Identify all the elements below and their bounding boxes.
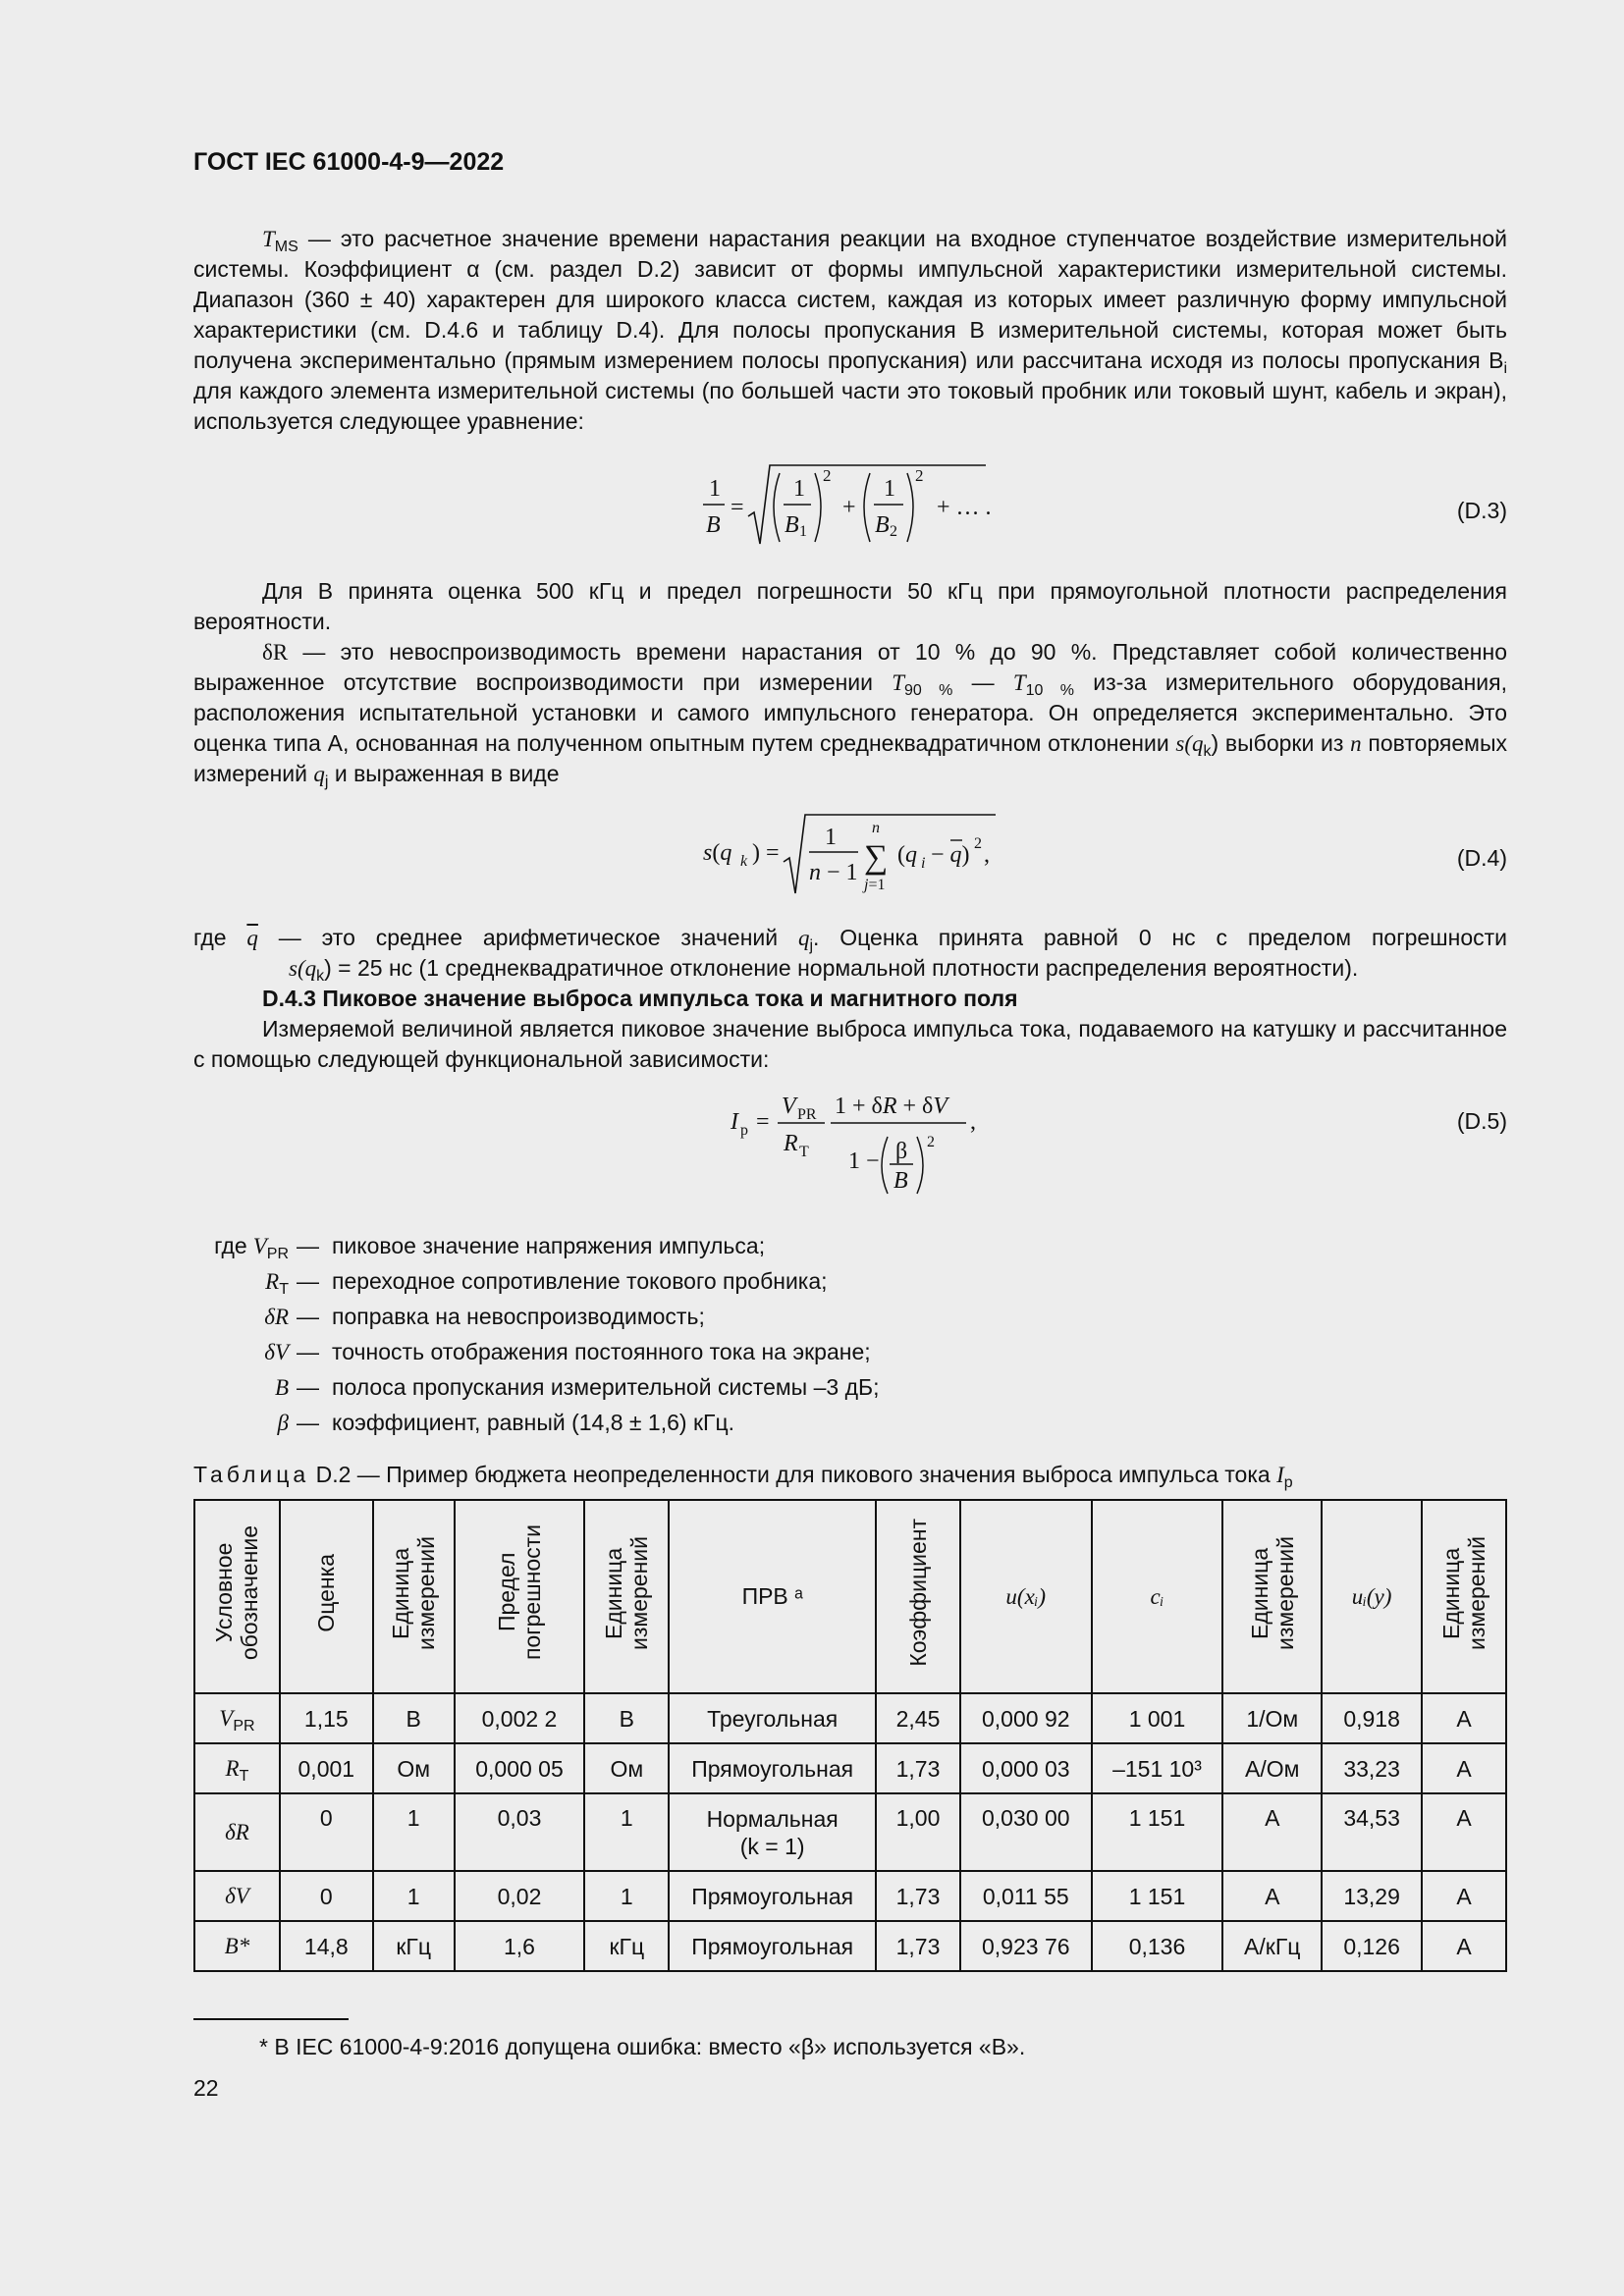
symbol-sub: p xyxy=(1283,1474,1293,1491)
header-label: Единица измерений xyxy=(1438,1535,1489,1650)
table-row xyxy=(194,1871,1506,1921)
table-cell-symbol xyxy=(194,1743,280,1793)
table-header-cell xyxy=(1422,1500,1506,1693)
table-cell: А xyxy=(1422,1793,1506,1871)
svg-text:− q): − q) xyxy=(931,842,970,868)
svg-text:PR: PR xyxy=(797,1106,817,1123)
table-cell: 1,73 xyxy=(876,1743,960,1793)
svg-text:j=1: j=1 xyxy=(864,877,886,893)
table-body xyxy=(194,1693,1506,1971)
table-cell-symbol xyxy=(194,1921,280,1971)
header-label: Коэффициент xyxy=(904,1519,931,1667)
definition-item xyxy=(193,1334,879,1369)
definition-dash: — xyxy=(297,1409,319,1435)
table-header-cell xyxy=(373,1500,455,1693)
svg-text:1: 1 xyxy=(799,523,807,540)
table-cell: А xyxy=(1422,1871,1506,1921)
table-cell: Прямоугольная xyxy=(669,1871,876,1921)
table-cell: 0 xyxy=(280,1793,373,1871)
symbol-s: s(q xyxy=(1175,731,1204,756)
definition-text: полоса пропускания измерительной системы –3 дБ; xyxy=(332,1373,880,1400)
table-cell: 14,8 xyxy=(280,1921,373,1971)
symbol-delta-r: δR xyxy=(262,640,289,665)
definition-item xyxy=(193,1228,879,1263)
svg-text:β: β xyxy=(895,1139,908,1164)
equation-d4 xyxy=(701,811,1005,909)
symbol: V xyxy=(219,1706,234,1731)
caption-word: Таблица xyxy=(193,1462,310,1487)
paragraph-text: где xyxy=(193,925,247,950)
table-row xyxy=(194,1921,1506,1971)
header-label: ПРВ ᵃ xyxy=(741,1583,803,1609)
definition-symbol xyxy=(193,1337,297,1367)
table-cell: 1/Ом xyxy=(1222,1693,1322,1743)
table-cell-symbol xyxy=(194,1871,280,1921)
table-cell: 1 001 xyxy=(1092,1693,1223,1743)
symbol: δR xyxy=(225,1820,249,1844)
symbol-sub: k xyxy=(1203,743,1212,760)
definition-dash: — xyxy=(297,1303,319,1329)
table-cell: 0,000 03 xyxy=(960,1743,1092,1793)
table-cell: 0,030 00 xyxy=(960,1793,1092,1871)
table-cell: 0,136 xyxy=(1092,1921,1223,1971)
table-cell: 1 151 xyxy=(1092,1793,1223,1871)
svg-text:n: n xyxy=(872,820,880,836)
symbol-sub: T xyxy=(279,1280,289,1298)
paragraph-text: и выраженная в виде xyxy=(328,761,560,786)
svg-text:i: i xyxy=(921,855,926,872)
symbol-t: T xyxy=(262,227,275,251)
svg-text:k: k xyxy=(740,853,748,870)
header-label: Оценка xyxy=(313,1553,340,1632)
table-row xyxy=(194,1793,1506,1871)
table-cell: 1 xyxy=(373,1871,455,1921)
equation-number: (D.5) xyxy=(1456,1108,1507,1134)
svg-text:2: 2 xyxy=(823,466,832,485)
svg-text:∑: ∑ xyxy=(864,839,889,876)
table-cell: А xyxy=(1222,1793,1322,1871)
svg-text:=: = xyxy=(756,1109,770,1135)
paragraph-measurand: Измеряемой величиной является пиковое значение выброса импульса тока, подаваемого на катушку и рассчитанное с помощью следующей функциональной зависимости: xyxy=(193,1016,1507,1072)
equation-d5 xyxy=(727,1084,992,1209)
document-header: ГОСТ IEC 61000-4-9—2022 xyxy=(193,148,505,176)
paragraph-mean xyxy=(193,923,1507,984)
symbol-sub: k xyxy=(316,968,325,985)
table-header-cell xyxy=(1092,1500,1223,1693)
paragraph-delta-r xyxy=(193,637,1507,789)
table-cell: 1 151 xyxy=(1092,1871,1223,1921)
equation-number: (D.3) xyxy=(1456,498,1507,523)
table-cell: Прямоугольная xyxy=(669,1743,876,1793)
definition-text: переходное сопротивление токового пробника; xyxy=(332,1267,828,1294)
table-cell: кГц xyxy=(584,1921,669,1971)
definition-prefix: где xyxy=(214,1232,247,1258)
table-cell: Треугольная xyxy=(669,1693,876,1743)
svg-text:p: p xyxy=(740,1122,748,1139)
symbol-sub: i xyxy=(1503,360,1507,377)
svg-text:1 + δR + δV: 1 + δR + δV xyxy=(835,1094,948,1119)
paragraph-text: . Оценка принята равной 0 нс с пределом погрешности xyxy=(813,925,1507,950)
symbol-q-bar: $\overline{q}$ xyxy=(246,926,258,950)
table-cell: 1,00 xyxy=(876,1793,960,1871)
table-row xyxy=(194,1743,1506,1793)
svg-text:1: 1 xyxy=(825,825,837,850)
symbol-n: n xyxy=(1350,731,1362,756)
header-label: Условное обозначение xyxy=(211,1524,263,1661)
paragraph-tms xyxy=(193,224,1507,437)
table-cell: 1,15 xyxy=(280,1693,373,1743)
table-caption xyxy=(193,1460,1293,1490)
svg-text:1: 1 xyxy=(884,476,895,502)
svg-text:(q: (q xyxy=(897,842,917,868)
table-cell: 1,73 xyxy=(876,1871,960,1921)
table-cell: Ом xyxy=(584,1743,669,1793)
definition-item xyxy=(193,1369,879,1405)
dash: — xyxy=(952,669,1013,695)
symbol-sub: j xyxy=(809,937,814,954)
symbol: R xyxy=(225,1756,240,1781)
definition-text: точность отображения постоянного тока на экране; xyxy=(332,1338,871,1364)
symbol-sub: PR xyxy=(233,1718,255,1735)
caption-text: D.2 — Пример бюджета неопределенности для пикового значения выброса импульса тока xyxy=(315,1462,1277,1487)
definition-text: коэффициент, равный (14,8 ± 1,6) кГц. xyxy=(332,1409,735,1435)
symbol: B* xyxy=(224,1934,250,1958)
equation-d3-graphic xyxy=(701,461,996,552)
table-cell: 33,23 xyxy=(1322,1743,1422,1793)
definition-symbol xyxy=(193,1372,297,1403)
paragraph-text: ) выборки из xyxy=(1211,730,1351,756)
paragraph-text: из-за измерительного оборудования, расположения испытательной установки и самого импульсного генератора. Он определяется экспериментально. Это оценка типа А, основанная на полученном опытным путем среднеквадратичном отклонении xyxy=(193,669,1507,756)
table-cell: 1 xyxy=(373,1793,455,1871)
footnote-rule xyxy=(193,2018,349,2020)
equation-d4-graphic xyxy=(701,811,1005,901)
table-cell: А/кГц xyxy=(1222,1921,1322,1971)
definition-symbol xyxy=(193,1408,297,1438)
table-cell: 0,000 05 xyxy=(455,1743,585,1793)
table-cell: –151 10³ xyxy=(1092,1743,1223,1793)
table-cell: 0,02 xyxy=(455,1871,585,1921)
table-header-cell xyxy=(1322,1500,1422,1693)
table-cell-symbol xyxy=(194,1693,280,1743)
table-cell: А xyxy=(1422,1743,1506,1793)
definition-dash: — xyxy=(297,1267,319,1294)
header-label: Единица измерений xyxy=(1246,1535,1298,1650)
header-label: u(xᵢ) xyxy=(1005,1584,1047,1609)
header-label: Единица измерений xyxy=(601,1535,653,1650)
svg-text:2: 2 xyxy=(915,466,924,485)
page-number: 22 xyxy=(193,2075,219,2101)
svg-text:s(q: s(q xyxy=(703,840,732,866)
table-cell: 0,918 xyxy=(1322,1693,1422,1743)
symbol: δR xyxy=(264,1304,289,1329)
header-label: cᵢ xyxy=(1150,1584,1164,1609)
table-cell: 34,53 xyxy=(1322,1793,1422,1871)
paragraph-text: — это расчетное значение времени нарастания реакции на входное ступенчатое воздействие измерительной системы. Коэффициент α (см. раздел D.2) зависит от формы импульсной характеристики измерительной системы. Диапазон (360 ± 40) характерен для широкого класса систем, каждая из которых имеет различную форму импульсной характеристики (см. D.4.6 и таблицу D.4). Для полосы пропускания B измерительной системы, которая может быть получена экспериментально (прямым измерением полосы пропускания) или рассчитана исходя из полосы пропускания B xyxy=(193,226,1507,373)
svg-text:1 −: 1 − xyxy=(848,1148,880,1174)
table-cell-symbol xyxy=(194,1793,280,1871)
table-cell: А xyxy=(1222,1871,1322,1921)
symbol-sub: T xyxy=(239,1768,249,1785)
table-cell: Прямоугольная xyxy=(669,1921,876,1971)
table-cell: 2,45 xyxy=(876,1693,960,1743)
symbol-ip: I xyxy=(1276,1463,1284,1487)
symbol: B xyxy=(274,1374,289,1400)
section-heading: D.4.3 Пиковое значение выброса импульса тока и магнитного поля xyxy=(262,986,1018,1011)
svg-text:B: B xyxy=(785,512,799,538)
definition-text: пиковое значение напряжения импульса; xyxy=(332,1232,766,1258)
table-cell: В xyxy=(373,1693,455,1743)
paragraph-text: для каждого элемента измерительной системы (по большей части это токовый пробник или токовый шунт, кабель и экран), используется следующее уравнение: xyxy=(193,378,1507,434)
symbol-sub: MS xyxy=(274,239,298,255)
table-cell: 0,923 76 xyxy=(960,1921,1092,1971)
svg-text:+: + xyxy=(842,495,856,520)
table-header-cell xyxy=(194,1500,280,1693)
equation-d5-graphic xyxy=(727,1084,992,1201)
svg-text:B: B xyxy=(875,512,890,538)
svg-text:2: 2 xyxy=(974,835,982,852)
symbol-t90: T xyxy=(892,670,905,695)
svg-text:+ … .: + … . xyxy=(937,495,992,520)
paragraph-text: повторяемых измерений xyxy=(193,730,1508,786)
paragraph-text: — это среднее арифметическое значений xyxy=(257,925,798,950)
definition-text: поправка на невоспроизводимость; xyxy=(332,1303,705,1329)
table-cell: 1,6 xyxy=(455,1921,585,1971)
symbol: β xyxy=(277,1410,289,1435)
paragraph-text: — это невоспроизводимость времени нарастания от 10 % до 90 %. Представляет собой количественно выраженное отсутствие воспроизводимости при измерении xyxy=(193,639,1507,695)
header-label: uᵢ(y) xyxy=(1351,1584,1392,1609)
definition-item xyxy=(193,1299,879,1334)
table-cell: Ом xyxy=(373,1743,455,1793)
svg-text:R: R xyxy=(784,1131,798,1156)
table-cell: Нормальная (k = 1) xyxy=(669,1793,876,1871)
svg-text:) =: ) = xyxy=(752,840,780,866)
svg-text:I: I xyxy=(731,1109,738,1135)
table-row xyxy=(194,1693,1506,1743)
table-cell: 1 xyxy=(584,1871,669,1921)
svg-text:2: 2 xyxy=(927,1134,935,1150)
header-label: Предел погрешности xyxy=(493,1524,545,1661)
svg-text:1: 1 xyxy=(793,476,805,502)
svg-text:V: V xyxy=(782,1094,796,1119)
symbol-sub: 10 % xyxy=(1025,682,1074,699)
svg-text:T: T xyxy=(799,1144,809,1160)
svg-text:,: , xyxy=(984,842,990,868)
table-header-cell xyxy=(280,1500,373,1693)
symbol: δV xyxy=(225,1884,249,1908)
symbol-q: q xyxy=(313,762,325,786)
symbol-q: q xyxy=(797,926,810,950)
table-header-row xyxy=(194,1500,1506,1693)
table-cell: 0,011 55 xyxy=(960,1871,1092,1921)
svg-text:2: 2 xyxy=(890,523,897,540)
table-cell: 1,73 xyxy=(876,1921,960,1971)
symbol-t10: T xyxy=(1012,670,1026,695)
table-cell: 0,03 xyxy=(455,1793,585,1871)
symbol-sub: j xyxy=(324,774,329,790)
svg-text:n − 1: n − 1 xyxy=(809,860,858,885)
svg-text:,: , xyxy=(970,1109,976,1135)
svg-text:1: 1 xyxy=(709,476,721,502)
definition-dash: — xyxy=(297,1338,319,1364)
symbol: V xyxy=(252,1233,267,1258)
uncertainty-budget-table xyxy=(193,1499,1507,1972)
definition-item xyxy=(193,1263,879,1299)
svg-text:B: B xyxy=(706,512,721,538)
paragraph-bandwidth: Для B принята оценка 500 кГц и предел погрешности 50 кГц при прямоугольной плотности распределения вероятности. xyxy=(193,578,1507,634)
symbol-sub: PR xyxy=(266,1245,289,1262)
definition-dash: — xyxy=(297,1232,319,1258)
svg-text:=: = xyxy=(731,495,744,520)
footnote: * В IEC 61000-4-9:2016 допущена ошибка: вместо «β» используется «В». xyxy=(259,2034,1026,2059)
equation-number: (D.4) xyxy=(1456,845,1507,871)
equation-d3 xyxy=(701,461,996,560)
table-header-cell xyxy=(455,1500,585,1693)
table-header-cell xyxy=(960,1500,1092,1693)
table-header-cell xyxy=(669,1500,876,1693)
table-cell: 13,29 xyxy=(1322,1871,1422,1921)
table-header-cell xyxy=(1222,1500,1322,1693)
table-cell: А xyxy=(1422,1921,1506,1971)
definition-symbol xyxy=(193,1266,297,1297)
definition-dash: — xyxy=(297,1373,319,1400)
definition-symbol xyxy=(193,1302,297,1332)
definition-symbol xyxy=(193,1231,297,1261)
paragraph-text: ) = 25 нс (1 среднеквадратичное отклонение нормальной плотности распределения вероятности). xyxy=(324,955,1359,981)
definition-item xyxy=(193,1405,879,1440)
table-cell: 0,126 xyxy=(1322,1921,1422,1971)
definitions-list xyxy=(193,1228,879,1440)
table-cell: 0 xyxy=(280,1871,373,1921)
table-cell: 1 xyxy=(584,1793,669,1871)
symbol-s: s(q xyxy=(289,956,317,981)
table-cell: 0,001 xyxy=(280,1743,373,1793)
table-cell: 0,000 92 xyxy=(960,1693,1092,1743)
table-header-cell xyxy=(584,1500,669,1693)
table-cell: В xyxy=(584,1693,669,1743)
symbol: R xyxy=(265,1268,280,1294)
symbol: δV xyxy=(264,1339,289,1364)
header-label: Единица измерений xyxy=(388,1535,440,1650)
symbol-sub: 90 % xyxy=(904,682,953,699)
table-cell: 0,002 2 xyxy=(455,1693,585,1743)
svg-text:B: B xyxy=(893,1168,908,1194)
table-cell: А/Ом xyxy=(1222,1743,1322,1793)
table-cell: А xyxy=(1422,1693,1506,1743)
table-header-cell xyxy=(876,1500,960,1693)
table-cell: кГц xyxy=(373,1921,455,1971)
